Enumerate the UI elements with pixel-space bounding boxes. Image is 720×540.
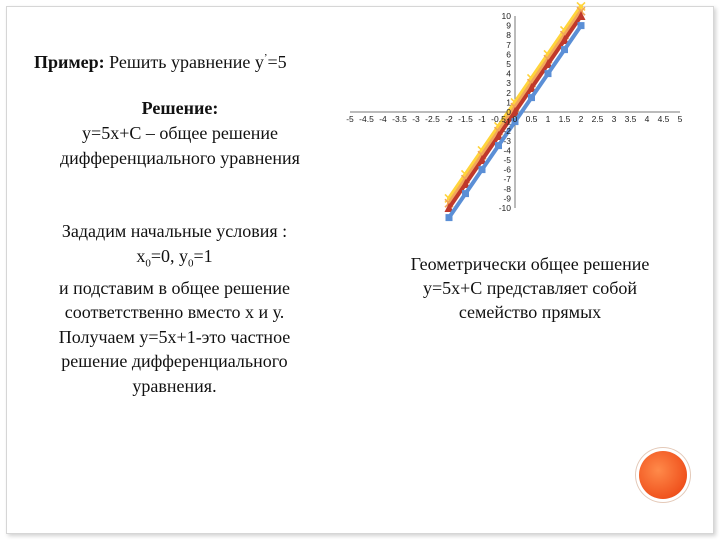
- data-point: [462, 190, 469, 197]
- y-tick-label: 2: [506, 87, 511, 98]
- x-tick-label: -0.5: [491, 114, 506, 124]
- cond-y-sub: 0: [188, 257, 194, 270]
- x-tick-label: 2: [578, 114, 584, 124]
- geometric-line-2: y=5x+C представляет собой: [422, 278, 638, 298]
- x-tick-label: -1.5: [458, 114, 473, 124]
- x-tick-label: 1: [545, 114, 551, 124]
- y-tick-label: -9: [503, 193, 511, 204]
- example-rhs: =5: [267, 52, 287, 72]
- y-tick-label: -1: [503, 116, 511, 127]
- solution-heading: Решение:: [141, 98, 219, 118]
- y-tick-label: -10: [498, 203, 511, 213]
- cond-x-sub: 0: [145, 257, 151, 270]
- data-point: [528, 94, 535, 101]
- data-point: [578, 22, 585, 29]
- cond-y-val: =1: [193, 245, 213, 266]
- initial-line-3: и подставим в общее решение: [58, 277, 291, 298]
- y-tick-label: 3: [506, 78, 511, 89]
- data-point: [479, 166, 486, 173]
- x-tick-label: -5: [346, 114, 354, 124]
- y-tick-label: -7: [503, 174, 511, 185]
- geometric-line-3: семейство прямых: [458, 302, 602, 322]
- example-prime: ’: [263, 52, 268, 64]
- example-label: Пример:: [34, 52, 105, 72]
- x-tick-label: -4: [379, 114, 387, 124]
- initial-line-5: Получаем y=5x+1-это частное: [58, 326, 291, 347]
- y-tick-label: 4: [506, 68, 511, 79]
- initial-conditions: [22, 244, 327, 276]
- x-tick-label: 2.5: [591, 114, 604, 124]
- x-tick-label: 0.5: [525, 114, 538, 124]
- x-tick-label: 4: [644, 114, 650, 124]
- example-line: [34, 52, 334, 73]
- x-tick-label: 3: [611, 114, 617, 124]
- x-tick-label: -4.5: [359, 114, 374, 124]
- y-tick-label: 10: [501, 11, 511, 21]
- y-tick-label: 8: [506, 30, 511, 41]
- data-point: [495, 142, 502, 149]
- y-tick-label: -2: [503, 126, 511, 137]
- initial-line-6: решение дифференциального: [61, 351, 288, 372]
- y-tick-label: 0: [506, 107, 511, 117]
- initial-conditions-block: [22, 219, 327, 398]
- y-tick-label: -3: [503, 135, 511, 146]
- solution-line-1: y=5x+C – общее решение: [82, 123, 278, 143]
- cond-x-val: =0, y: [150, 245, 188, 266]
- y-tick-label: 6: [506, 49, 511, 60]
- initial-line-7: уравнения.: [132, 375, 217, 396]
- x-tick-label: 3.5: [624, 114, 637, 124]
- x-tick-label: -1: [478, 114, 486, 124]
- x-tick-label: 4.5: [657, 114, 670, 124]
- y-tick-label: 5: [506, 59, 511, 69]
- solution-block: [30, 96, 330, 171]
- x-tick-label: -3: [412, 114, 420, 124]
- y-tick-label: -6: [503, 164, 511, 175]
- y-tick-label: -4: [503, 145, 511, 156]
- x-tick-label: -2.5: [425, 114, 440, 124]
- solution-line-2: дифференциального уравнения: [60, 148, 300, 168]
- geometric-note: [385, 252, 675, 324]
- x-tick-label: -3.5: [392, 114, 407, 124]
- x-tick-label: 0: [512, 114, 518, 124]
- x-tick-label: -2: [445, 114, 453, 124]
- x-tick-labels: [346, 114, 682, 124]
- decorative-orange-circle: [639, 451, 687, 499]
- geometric-line-1: Геометрически общее решение: [410, 254, 650, 274]
- y-tick-label: -8: [503, 183, 511, 194]
- data-point: [446, 214, 453, 221]
- x-tick-label: 1.5: [558, 114, 571, 124]
- y-tick-label: 7: [506, 39, 511, 50]
- y-tick-label: 9: [506, 20, 511, 31]
- initial-line-1: Зададим начальные условия :: [61, 221, 288, 241]
- y-tick-label: -5: [503, 155, 511, 165]
- y-tick-label: 1: [506, 97, 511, 108]
- data-point: [561, 46, 568, 53]
- line-chart: [336, 0, 690, 222]
- x-tick-label: 5: [677, 114, 683, 124]
- example-text: Решить уравнение y: [109, 52, 264, 72]
- initial-line-4: соответственно вместо х и у.: [64, 302, 285, 323]
- data-point: [545, 70, 552, 77]
- cond-x: x: [136, 245, 146, 266]
